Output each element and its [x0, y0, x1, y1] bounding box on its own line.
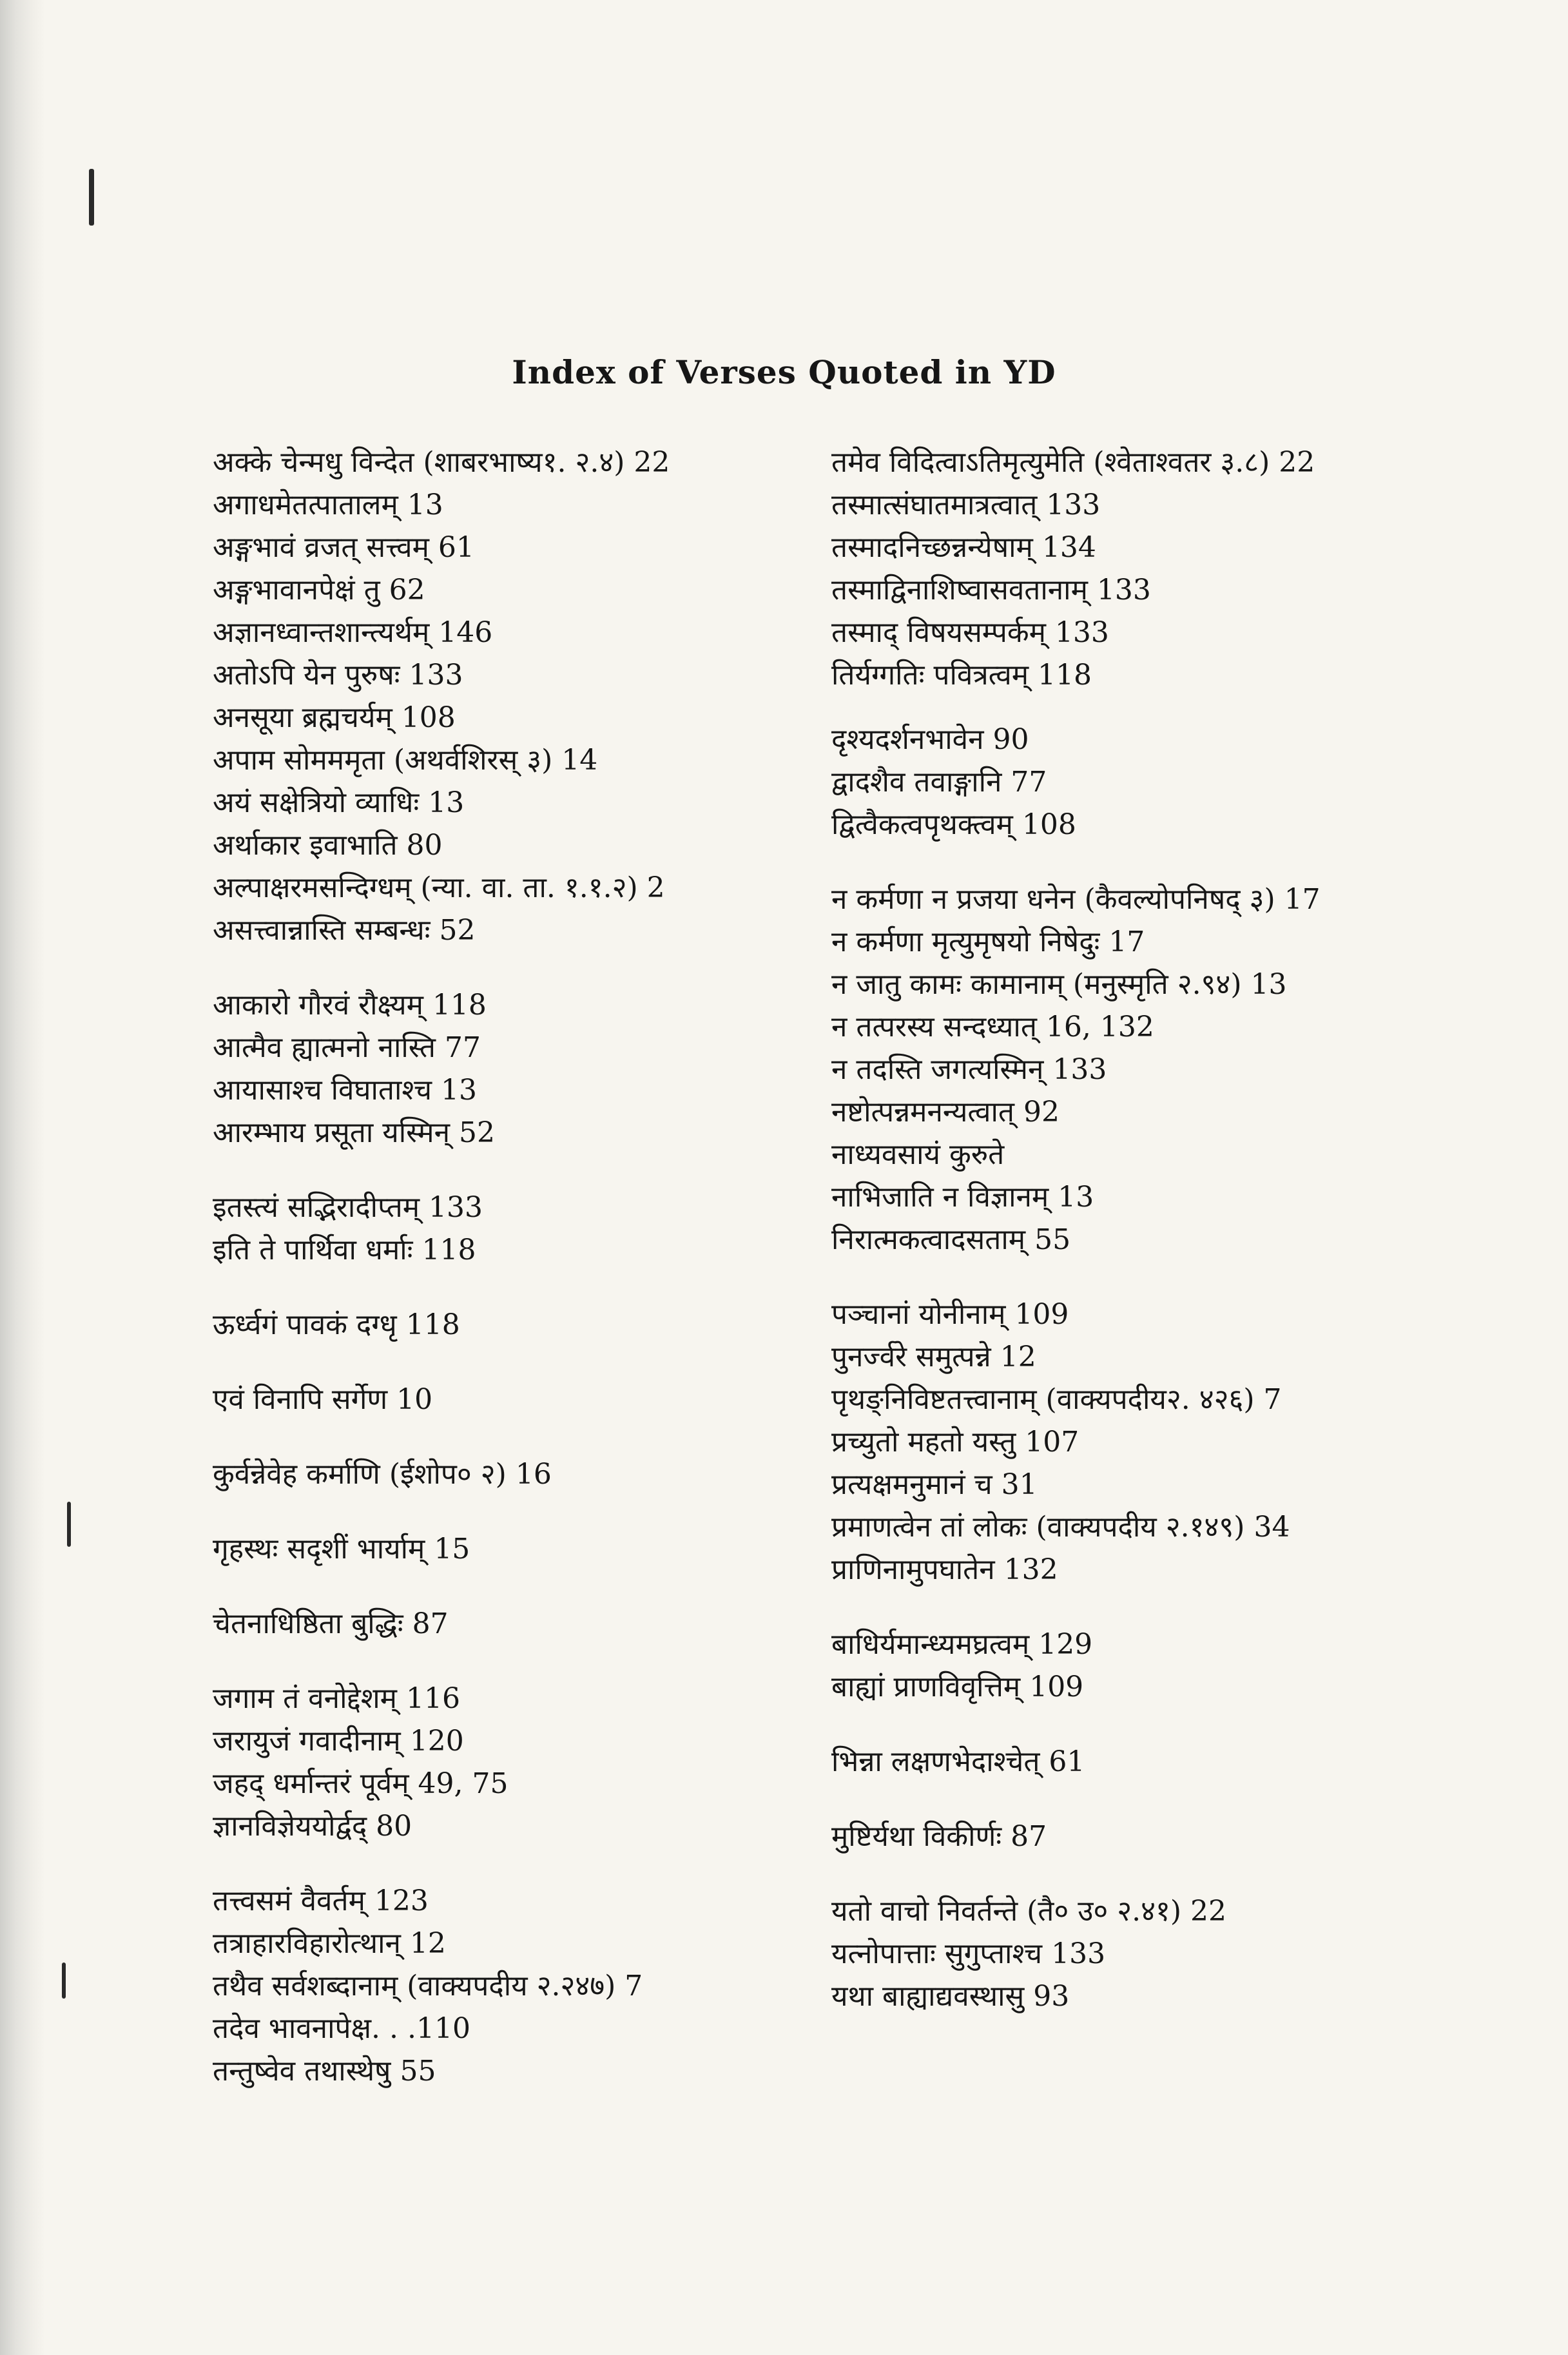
scan-mark-middle [67, 1502, 71, 1547]
index-entry: आकारो गौरवं रौक्ष्यम् 118 [213, 989, 487, 1022]
index-entry: इतस्त्यं सद्भिरादीप्तम् 133 [213, 1191, 483, 1224]
index-entry: अक्के चेन्मधु विन्देत (शाबरभाष्य१. २.४) 22 [213, 446, 670, 479]
index-entry: तमेव विदित्वाऽतिमृत्युमेति (श्वेताश्वतर ३.८) 22 [831, 446, 1315, 479]
index-entry: तिर्यग्गतिः पवित्रत्वम् 118 [831, 659, 1092, 692]
index-entry: प्रच्युतो महतो यस्तु 107 [831, 1426, 1079, 1459]
index-entry: पुनर्ज्वरे समुत्पन्ने 12 [831, 1341, 1036, 1373]
index-entry: नष्टोत्पन्नमनन्यत्वात् 92 [831, 1096, 1060, 1129]
index-entry: अनसूया ब्रह्मचर्यम् 108 [213, 701, 456, 734]
index-entry: अल्पाक्षरमसन्दिग्धम् (न्या. वा. ता. १.१.२) 2 [213, 871, 665, 904]
index-entry: प्राणिनामुपघातेन 132 [831, 1553, 1058, 1586]
index-entry: तस्मात्संघातमात्रत्वात् 133 [831, 489, 1101, 521]
index-entry: न कर्मणा मृत्युमृषयो निषेदुः 17 [831, 926, 1145, 958]
index-entry: गृहस्थः सदृशीं भार्याम् 15 [213, 1533, 470, 1565]
scan-mark-top [89, 169, 94, 226]
page-title: Index of Verses Quoted in YD [512, 353, 1056, 391]
index-entry: तदेव भावनापेक्ष. . .110 [213, 2012, 470, 2045]
index-entry: बाधिर्यमान्ध्यमघ्रत्वम् 129 [831, 1628, 1093, 1661]
index-entry: न जातु कामः कामानाम् (मनुस्मृति २.९४) 13 [831, 968, 1287, 1001]
index-entry: आत्मैव ह्यात्मनो नास्ति 77 [213, 1031, 481, 1064]
index-entry: भिन्ना लक्षणभेदाश्चेत् 61 [831, 1745, 1085, 1778]
index-entry: यत्नोपात्ताः सुगुप्ताश्च 133 [831, 1937, 1106, 1970]
index-entry: आयासाश्च विघाताश्च 13 [213, 1074, 478, 1107]
index-entry: न तदस्ति जगत्यस्मिन् 133 [831, 1053, 1107, 1086]
index-entry: अतोऽपि येन पुरुषः 133 [213, 659, 463, 692]
index-entry: न कर्मणा न प्रजया धनेन (कैवल्योपनिषद् ३) 17 [831, 883, 1321, 916]
index-entry: निरात्मकत्वादसताम् 55 [831, 1223, 1071, 1256]
index-entry: एवं विनापि सर्गेण 10 [213, 1383, 433, 1416]
index-entry: नाभिजाति न विज्ञानम् 13 [831, 1181, 1094, 1214]
index-entry: तन्तुष्वेव तथास्थेषु 55 [213, 2055, 436, 2088]
index-column-right [831, 441, 1431, 2018]
index-entry: द्वित्वैकत्वपृथक्त्वम् 108 [831, 808, 1076, 841]
index-entry: यतो वाचो निवर्तन्ते (तै० उ० २.४१) 22 [831, 1895, 1226, 1928]
index-entry: यथा बाह्याद्यवस्थासु 93 [831, 1980, 1070, 2013]
index-entry: प्रमाणत्वेन तां लोकः (वाक्यपदीय २.१४९) 34 [831, 1511, 1290, 1544]
index-entry: तस्माद्विनाशिष्वासवतानाम् 133 [831, 574, 1151, 606]
index-entry: इति ते पार्थिवा धर्माः 118 [213, 1234, 476, 1266]
index-entry: जगाम तं वनोद्देशम् 116 [213, 1682, 460, 1715]
index-entry: न तत्परस्य सन्दध्यात् 16, 132 [831, 1011, 1154, 1043]
index-entry: द्वादशैव तवाङ्गानि 77 [831, 766, 1047, 799]
index-entry: तस्मादनिच्छन्नन्येषाम् 134 [831, 531, 1096, 564]
index-entry: अयं सक्षेत्रियो व्याधिः 13 [213, 786, 465, 819]
index-entry: जरायुजं गवादीनाम् 120 [213, 1725, 464, 1758]
index-entry: तत्त्वसमं वैवर्तम् 123 [213, 1885, 429, 1917]
index-entry: अज्ञानध्वान्तशान्त्यर्थम् 146 [213, 616, 493, 649]
index-entry: प्रत्यक्षमनुमानं च 31 [831, 1468, 1038, 1501]
index-entry: जहद् धर्मान्तरं पूर्वम् 49, 75 [213, 1767, 508, 1800]
index-entry: दृश्यदर्शनभावेन 90 [831, 723, 1029, 756]
index-entry: तस्माद् विषयसम्पर्कम् 133 [831, 616, 1109, 649]
index-entry: कुर्वन्नेवेह कर्माणि (ईशोप० २) 16 [213, 1458, 552, 1491]
index-entry: ऊर्ध्वगं पावकं दग्धृ 118 [213, 1308, 460, 1341]
index-entry: असत्त्वान्नास्ति सम्बन्धः 52 [213, 914, 476, 947]
index-entry: बाह्यां प्राणविवृत्तिम् 109 [831, 1671, 1084, 1703]
index-entry: पृथङ्निविष्टतत्त्वानाम् (वाक्यपदीय२. ४२६) 7 [831, 1383, 1282, 1416]
scan-mark-lower [62, 1963, 66, 1999]
index-entry: तत्राहारविहारोत्थान् 12 [213, 1927, 446, 1960]
index-entry: मुष्टिर्यथा विकीर्णः 87 [831, 1820, 1047, 1853]
index-entry: नाध्यवसायं कुरुते [831, 1138, 1005, 1171]
index-entry: आरम्भाय प्रसूता यस्मिन् 52 [213, 1116, 495, 1149]
index-entry: अर्थाकार इवाभाति 80 [213, 829, 443, 862]
index-entry: अगाधमेतत्पातालम् 13 [213, 489, 443, 521]
index-entry: पञ्चानां योनीनाम् 109 [831, 1298, 1069, 1331]
index-entry: तथैव सर्वशब्दानाम् (वाक्यपदीय २.२४७) 7 [213, 1970, 643, 2002]
index-entry: अङ्गभावं व्रजत् सत्त्वम् 61 [213, 531, 474, 564]
index-entry: अपाम सोमममृता (अथर्वशिरस् ३) 14 [213, 744, 598, 777]
index-entry: अङ्गभावानपेक्षं तु 62 [213, 574, 425, 606]
index-entry: ज्ञानविज्ञेययोर्द्वद् 80 [213, 1810, 412, 1843]
index-entry: चेतनाधिष्ठिता बुद्धिः 87 [213, 1607, 449, 1640]
index-column-left [213, 441, 825, 2093]
